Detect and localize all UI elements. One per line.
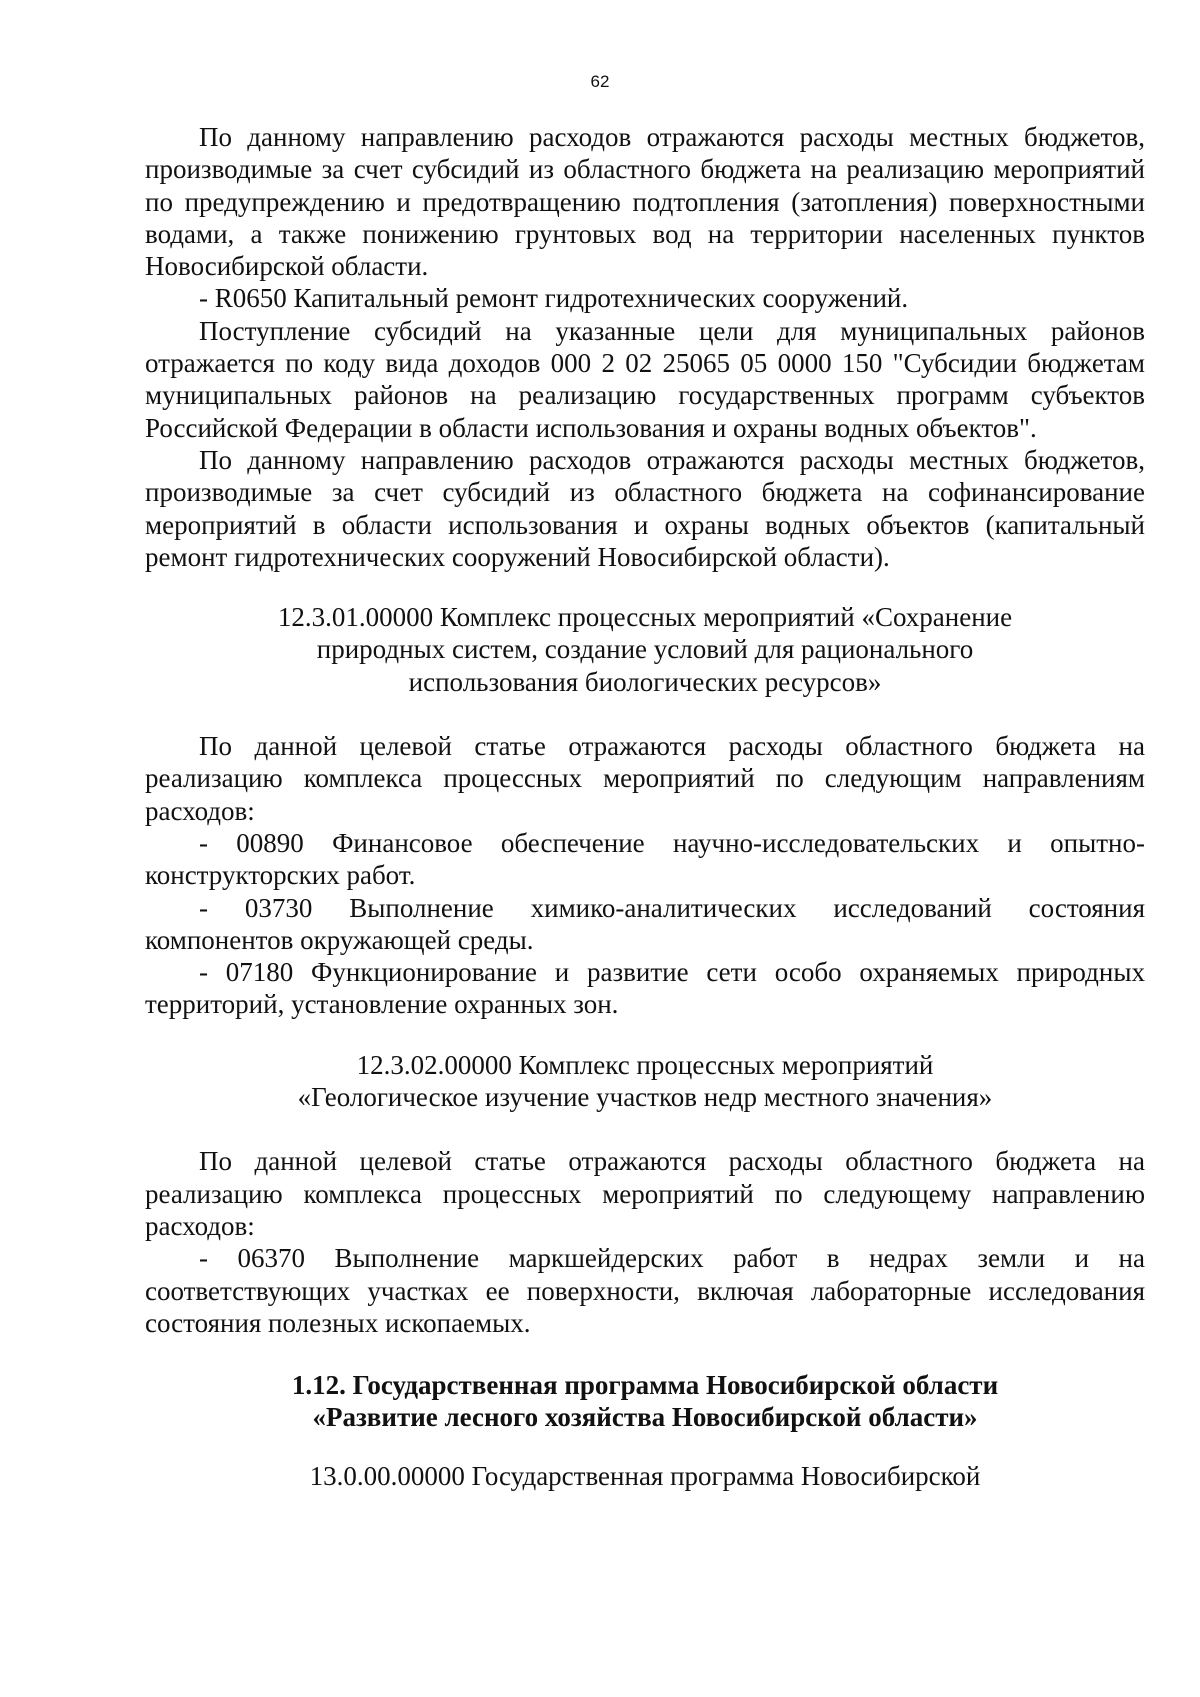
- section-heading-13-0: [145, 1460, 1145, 1492]
- paragraph-target-article-12-3-01: По данной целевой статье отражаются расходы областного бюджета на реализацию комплекса процессных мероприятий по следующим направлениям расходов:: [145, 731, 1145, 826]
- paragraph-subsidy-income-code: Поступление субсидий на указанные цели для муниципальных районов отражается по коду вида доходов 000 2 02 25065 05 0000 150 "Субсидии бюджетам муниципальных районов на реализацию государственных программ субъектов Российской Федерации в области использования и охраны водных объектов".: [145, 315, 1145, 443]
- page-content: [145, 121, 1145, 1492]
- heading-line: использования биологических ресурсов»: [408, 666, 882, 697]
- section-heading-12-3-01: [145, 601, 1145, 698]
- paragraph-subsidy-cofinancing: По данному направлению расходов отражаются расходы местных бюджетов, производимые за счет субсидий из областного бюджета на софинансирование мероприятий в области использования и охраны водных объектов (капитальный ремонт гидротехнических сооружений Новосибирской области).: [145, 444, 1145, 572]
- heading-line: природных систем, создание условий для рационального: [316, 634, 974, 665]
- heading-line: 12.3.02.00000 Комплекс процессных мероприятий: [356, 1049, 934, 1080]
- heading-line: 12.3.01.00000 Комплекс процессных мероприятий «Сохранение: [277, 602, 1013, 633]
- section-heading-12-3-02: [145, 1049, 1145, 1114]
- heading-line: «Развитие лесного хозяйства Новосибирской области»: [312, 1402, 978, 1433]
- paragraph-target-article-12-3-02: По данной целевой статье отражаются расходы областного бюджета на реализацию комплекса процессных мероприятий по следующему направлению расходов:: [145, 1146, 1145, 1241]
- paragraph-07180: - 07180 Функционирование и развитие сети особо охраняемых природных территорий, установление охранных зон.: [145, 957, 1145, 1020]
- section-heading-1-12: [145, 1369, 1145, 1434]
- paragraph-00890: - 00890 Финансовое обеспечение научно-исследовательских и опытно-конструкторских работ.: [145, 827, 1145, 891]
- paragraph-subsidy-flooding: По данному направлению расходов отражаются расходы местных бюджетов, производимые за счет субсидий из областного бюджета на реализацию мероприятий по предупреждению и предотвращению подтопления (затопления) поверхностными водами, а также понижению грунтовых вод на территории населенных пунктов Новосибирской области.: [145, 122, 1145, 282]
- paragraph-03730: - 03730 Выполнение химико-аналитических исследований состояния компонентов окружающей среды.: [145, 892, 1145, 955]
- heading-line: 1.12. Государственная программа Новосибирской области: [291, 1370, 999, 1401]
- heading-line: «Геологическое изучение участков недр местного значения»: [297, 1082, 993, 1113]
- heading-line: 13.0.00.00000 Государственная программа Новосибирской: [309, 1460, 981, 1491]
- paragraph-r0650: - R0650 Капитальный ремонт гидротехнических сооружений.: [199, 283, 909, 314]
- paragraph-06370: - 06370 Выполнение маркшейдерских работ в недрах земли и на соответствующих участках ее поверхности, включая лабораторные исследования состояния полезных ископаемых.: [145, 1243, 1145, 1338]
- page-number: 62: [590, 72, 610, 91]
